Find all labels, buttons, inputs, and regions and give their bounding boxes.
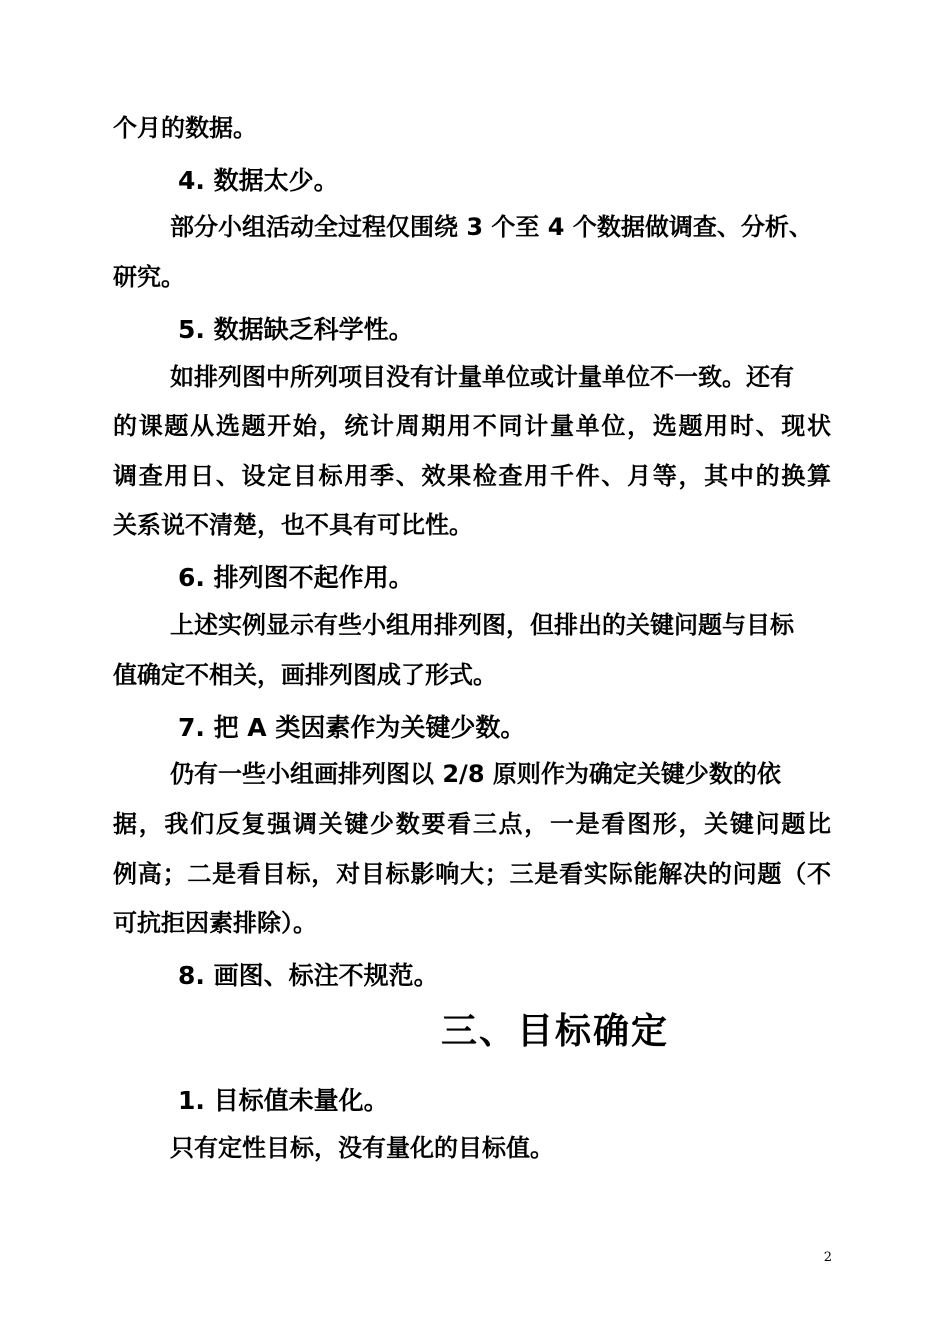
paragraph-line: 据，我们反复强调关键少数要看三点，一是看图形，关键问题比	[113, 810, 831, 838]
section-heading: 4. 数据太少。	[178, 166, 339, 195]
page-number: 2	[823, 1250, 832, 1265]
paragraph-line: 个月的数据。	[113, 114, 257, 142]
paragraph-line: 例高；二是看目标，对目标影响大；三是看实际能解决的问题（不	[113, 860, 831, 888]
section-heading: 5. 数据缺乏科学性。	[178, 315, 414, 344]
section-heading: 1. 目标值未量化。	[178, 1086, 389, 1115]
paragraph-line: 可抗拒因素排除）。	[113, 909, 317, 937]
paragraph-line: 只有定性目标，没有量化的目标值。	[170, 1134, 554, 1162]
paragraph-line: 调查用日、设定目标用季、效果检查用千件、月等，其中的换算	[113, 462, 831, 490]
paragraph-line: 如排列图中所列项目没有计量单位或计量单位不一致。还有	[170, 363, 794, 391]
paragraph-line: 的课题从选题开始，统计周期用不同计量单位，选题用时、现状	[113, 412, 831, 440]
paragraph-line: 研究。	[113, 263, 185, 291]
paragraph-line: 关系说不清楚，也不具有可比性。	[113, 511, 473, 539]
paragraph-line: 上述实例显示有些小组用排列图，但排出的关键问题与目标	[170, 611, 794, 639]
section-heading: 6. 排列图不起作用。	[178, 563, 414, 592]
paragraph-line: 部分小组活动全过程仅围绕 3 个至 4 个数据做调查、分析、	[170, 213, 813, 241]
paragraph-line: 仍有一些小组画排列图以 2/8 原则作为确定关键少数的依	[170, 760, 781, 788]
chapter-title: 三、目标确定	[440, 1011, 669, 1052]
paragraph-line: 值确定不相关，画排列图成了形式。	[113, 661, 497, 689]
section-heading: 7. 把 A 类因素作为关键少数。	[178, 713, 526, 742]
section-heading: 8. 画图、标注不规范。	[178, 961, 439, 990]
